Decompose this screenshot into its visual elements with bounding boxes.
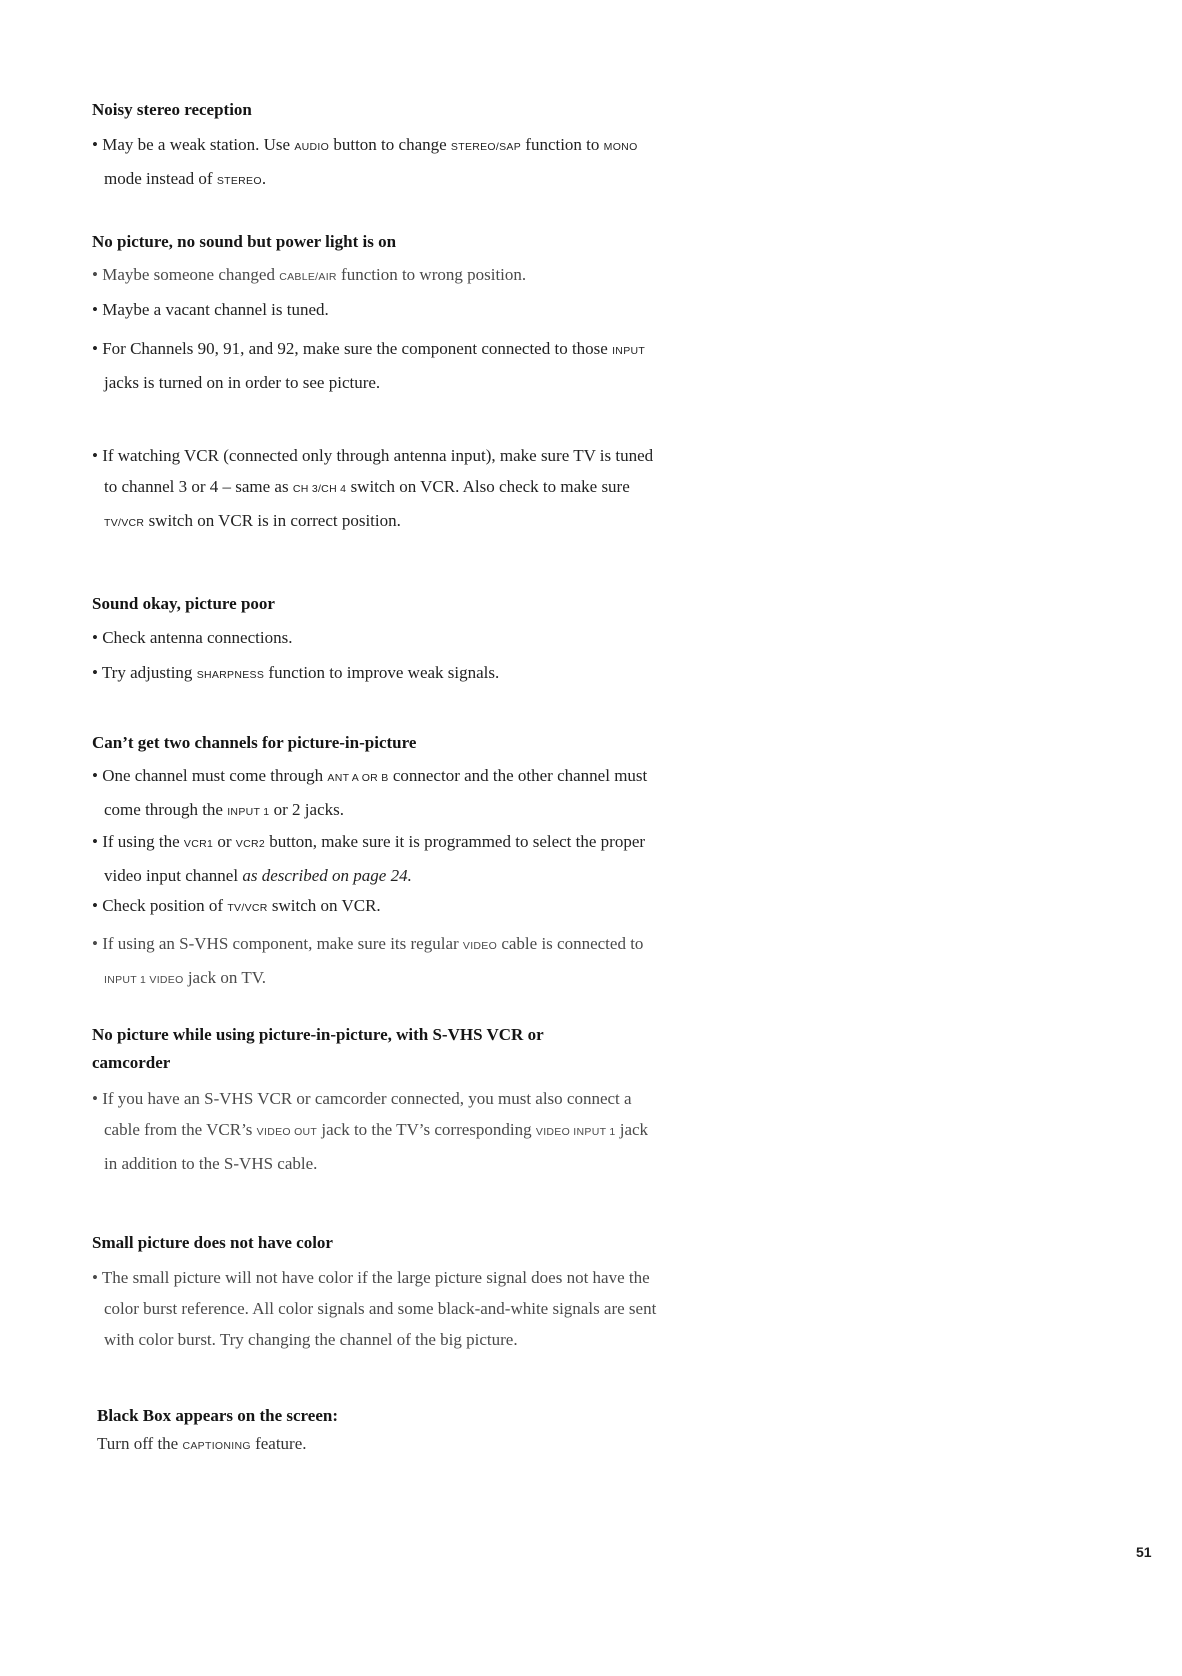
list-item: • The small picture will not have color if the large picture signal does not have the color burst reference. All color signals and some black-and-white signals are sent with color burst. Try changing the channel of the big picture. xyxy=(92,1268,657,1349)
list-item: • If you have an S-VHS VCR or camcorder connected, you must also connect a cable from the VCR’s VIDEO OUT jack to the TV’s corresponding VIDEO INPUT 1 jack in addition to the S-VHS cable. xyxy=(92,1089,649,1173)
list-item: • If watching VCR (connected only through antenna input), make sure TV is tuned to channel 3 or 4 – same as CH 3/CH 4 switch on VCR. Also check to make sure TV/VCR switch on VCR is in correct position. xyxy=(92,446,654,530)
control-name: INPUT 1 VIDEO xyxy=(104,974,184,986)
section-heading-small-picture-color: Small picture does not have color xyxy=(92,1233,333,1252)
plain-text: Turn off the CAPTIONING feature. xyxy=(97,1434,307,1453)
control-name: VCR1 xyxy=(183,838,214,850)
control-name: ANT A OR B xyxy=(327,772,389,784)
list-item: • For Channels 90, 91, and 92, make sure the component connected to those INPUT jacks is turned on in order to see picture. xyxy=(92,339,646,392)
control-name: TV/VCR xyxy=(227,902,268,914)
control-name: CH 3/CH 4 xyxy=(292,483,347,495)
control-name: STEREO/SAP xyxy=(450,141,522,153)
section-heading-pip-channels: Can’t get two channels for picture-in-picture xyxy=(92,733,417,752)
list-item: • If using an S-VHS component, make sure its regular VIDEO cable is connected to INPUT 1 VIDEO jack on TV. xyxy=(92,934,644,987)
list-item: • One channel must come through ANT A OR B connector and the other channel must come through the INPUT 1 or 2 jacks. xyxy=(92,766,648,819)
list-item: • Check position of TV/VCR switch on VCR. xyxy=(92,896,381,915)
list-item: • Maybe someone changed CABLE/AIR function to wrong position. xyxy=(92,265,527,284)
control-name: CAPTIONING xyxy=(182,1440,251,1452)
control-name: VIDEO INPUT 1 xyxy=(535,1126,616,1138)
control-name: SHARPNESS xyxy=(196,669,265,681)
control-name: TV/VCR xyxy=(104,517,145,529)
page-reference: as described on page 24. xyxy=(242,866,412,885)
control-name: VIDEO OUT xyxy=(256,1126,318,1138)
control-name: STEREO xyxy=(216,175,262,187)
section-heading-svhs: No picture while using picture-in-picture, with S-VHS VCR or camcorder xyxy=(92,1025,544,1072)
control-name: CABLE/AIR xyxy=(279,271,337,283)
section-heading-no-picture-no-sound: No picture, no sound but power light is on xyxy=(92,232,397,251)
list-item: • Maybe a vacant channel is tuned. xyxy=(92,300,329,319)
control-name: MONO xyxy=(603,141,638,153)
section-heading-sound-okay: Sound okay, picture poor xyxy=(92,594,275,613)
control-name: VCR2 xyxy=(235,838,265,850)
list-item: • May be a weak station. Use AUDIO button to change STEREO/SAP function to MONO mode instead of STEREO. xyxy=(92,135,638,188)
section-heading-black-box: Black Box appears on the screen: xyxy=(97,1406,338,1425)
list-item: • If using the VCR1 or VCR2 button, make sure it is programmed to select the proper video input channel as described on page 24. xyxy=(92,832,646,885)
control-name: AUDIO xyxy=(294,141,330,153)
list-item: • Try adjusting SHARPNESS function to improve weak signals. xyxy=(92,663,500,682)
control-name: VIDEO xyxy=(462,940,498,952)
page-number: 51 xyxy=(1136,1544,1152,1560)
control-name: INPUT 1 xyxy=(227,806,270,818)
section-heading-noisy-stereo: Noisy stereo reception xyxy=(92,100,252,119)
control-name: INPUT xyxy=(612,345,646,357)
list-item: • Check antenna connections. xyxy=(92,628,293,647)
